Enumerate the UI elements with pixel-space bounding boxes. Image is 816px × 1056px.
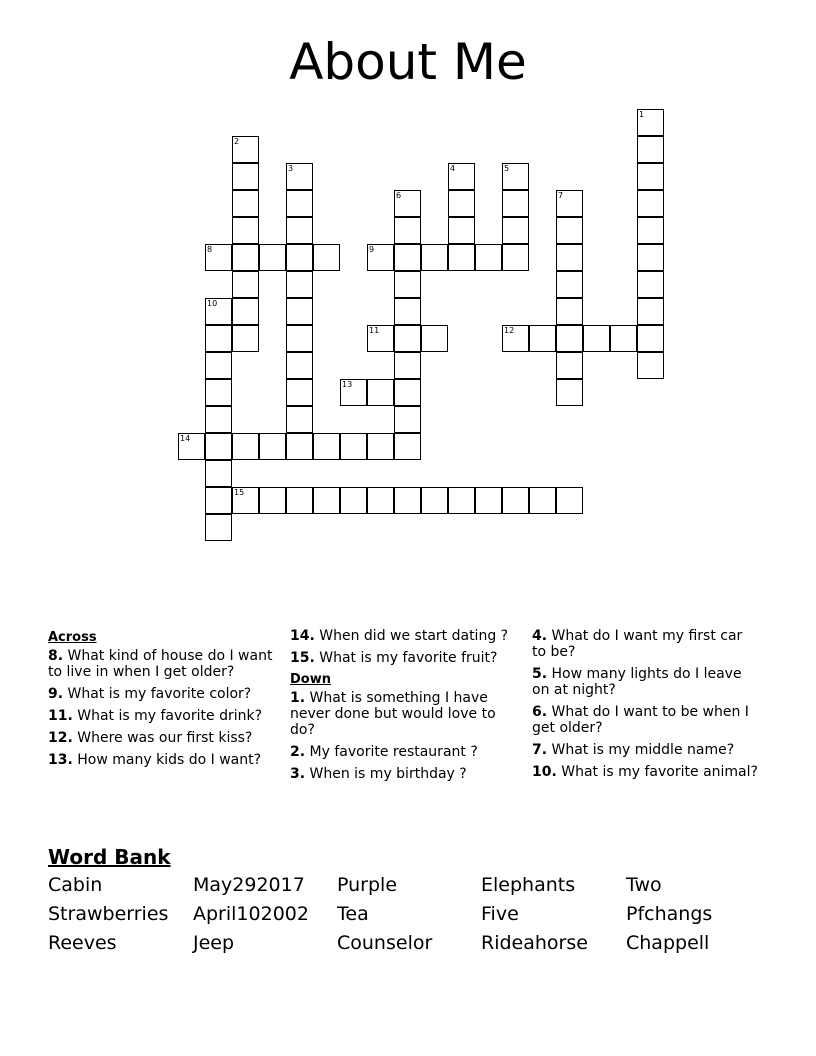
grid-cell[interactable]: [637, 244, 664, 271]
clue-text: What is my favorite fruit?: [319, 650, 498, 666]
grid-cell[interactable]: [394, 379, 421, 406]
grid-cell[interactable]: [232, 298, 259, 325]
grid-cell[interactable]: [637, 190, 664, 217]
grid-cell[interactable]: [394, 325, 421, 352]
grid-cell[interactable]: [232, 136, 259, 163]
word-bank-item: Tea: [337, 903, 369, 925]
grid-cell[interactable]: [205, 406, 232, 433]
grid-cell[interactable]: [367, 487, 394, 514]
clue-across-9[interactable]: [48, 686, 276, 702]
grid-cell[interactable]: [394, 433, 421, 460]
word-bank-item: Cabin: [48, 874, 103, 896]
grid-cell[interactable]: [394, 190, 421, 217]
clue-down-4[interactable]: [532, 628, 760, 660]
grid-cell[interactable]: [556, 190, 583, 217]
word-bank-item: Rideahorse: [481, 932, 588, 954]
clue-down-3[interactable]: [290, 766, 518, 782]
cell-number: 14: [180, 434, 191, 443]
grid-cell[interactable]: [205, 433, 232, 460]
word-bank-item: Chappell: [626, 932, 710, 954]
grid-cell[interactable]: [232, 487, 259, 514]
grid-cell[interactable]: [205, 244, 232, 271]
grid-cell[interactable]: [232, 271, 259, 298]
clue-number: 8.: [48, 648, 64, 664]
grid-cell[interactable]: [286, 487, 313, 514]
clue-text: What is my middle name?: [551, 742, 735, 758]
grid-cell[interactable]: [475, 244, 502, 271]
word-bank-item: Counselor: [337, 932, 433, 954]
grid-cell[interactable]: [448, 190, 475, 217]
grid-cell[interactable]: [232, 325, 259, 352]
grid-cell[interactable]: [556, 298, 583, 325]
cell-number: 8: [207, 245, 213, 254]
clue-text: What is my favorite animal?: [561, 764, 758, 780]
grid-cell[interactable]: [637, 298, 664, 325]
cell-number: 13: [342, 380, 353, 389]
grid-cell[interactable]: [448, 487, 475, 514]
clue-text: How many lights do I leave on at night?: [532, 666, 742, 698]
grid-cell[interactable]: [232, 163, 259, 190]
clue-text: What is something I have never done but would love to do?: [290, 690, 496, 738]
grid-cell[interactable]: [448, 217, 475, 244]
grid-cell[interactable]: [286, 433, 313, 460]
grid-cell[interactable]: [205, 325, 232, 352]
grid-cell[interactable]: [502, 244, 529, 271]
grid-cell[interactable]: [556, 217, 583, 244]
clue-across-8[interactable]: [48, 648, 276, 680]
clue-text: What do I want my first car to be?: [532, 628, 743, 660]
clue-text: What kind of house do I want to live in when I get older?: [48, 648, 273, 680]
grid-cell[interactable]: [529, 487, 556, 514]
word-bank-item: Pfchangs: [626, 903, 713, 925]
clue-down-2[interactable]: [290, 744, 518, 760]
grid-cell[interactable]: [583, 325, 610, 352]
clue-column-1: [48, 628, 276, 774]
cell-number: 11: [369, 326, 380, 335]
grid-cell[interactable]: [394, 487, 421, 514]
grid-cell[interactable]: [205, 298, 232, 325]
grid-cell[interactable]: [259, 487, 286, 514]
grid-cell[interactable]: [556, 271, 583, 298]
clue-column-2: [290, 628, 518, 788]
word-bank-item: Two: [626, 874, 662, 896]
grid-cell[interactable]: [286, 217, 313, 244]
grid-cell[interactable]: [394, 406, 421, 433]
grid-cell[interactable]: [259, 433, 286, 460]
cell-number: 7: [558, 191, 564, 200]
grid-cell[interactable]: [286, 379, 313, 406]
grid-cell[interactable]: [178, 433, 205, 460]
grid-cell[interactable]: [637, 217, 664, 244]
clue-down-10[interactable]: [532, 764, 760, 780]
grid-cell[interactable]: [313, 433, 340, 460]
grid-cell[interactable]: [232, 190, 259, 217]
grid-cell[interactable]: [286, 406, 313, 433]
grid-cell[interactable]: [394, 271, 421, 298]
grid-cell[interactable]: [286, 352, 313, 379]
grid-cell[interactable]: [232, 433, 259, 460]
grid-cell[interactable]: [421, 325, 448, 352]
down-heading: Down: [290, 672, 331, 687]
grid-cell[interactable]: [286, 163, 313, 190]
cell-number: 12: [504, 326, 515, 335]
clue-number: 7.: [532, 742, 548, 758]
grid-cell[interactable]: [556, 244, 583, 271]
puzzle-title: About Me: [289, 33, 527, 91]
clue-text: What do I want to be when I get older?: [532, 704, 749, 736]
clue-text: My favorite restaurant ?: [309, 744, 478, 760]
grid-cell[interactable]: [475, 487, 502, 514]
grid-cell[interactable]: [421, 487, 448, 514]
clue-across-12[interactable]: [48, 730, 276, 746]
clue-number: 14.: [290, 628, 315, 644]
grid-cell[interactable]: [394, 352, 421, 379]
grid-cell[interactable]: [286, 325, 313, 352]
grid-cell[interactable]: [637, 325, 664, 352]
grid-cell[interactable]: [340, 379, 367, 406]
cell-number: 6: [396, 191, 402, 200]
grid-cell[interactable]: [394, 298, 421, 325]
grid-cell[interactable]: [313, 487, 340, 514]
word-bank-item: May292017: [193, 874, 305, 896]
word-bank-item: Purple: [337, 874, 398, 896]
clue-number: 2.: [290, 744, 306, 760]
cell-number: 10: [207, 299, 218, 308]
clue-column-3: [532, 628, 760, 786]
cell-number: 4: [450, 164, 456, 173]
grid-cell[interactable]: [448, 163, 475, 190]
grid-cell[interactable]: [232, 217, 259, 244]
grid-cell[interactable]: [637, 136, 664, 163]
clue-number: 13.: [48, 752, 73, 768]
grid-cell[interactable]: [286, 271, 313, 298]
grid-cell[interactable]: [205, 379, 232, 406]
grid-cell[interactable]: [502, 325, 529, 352]
grid-cell[interactable]: [205, 487, 232, 514]
grid-cell[interactable]: [502, 487, 529, 514]
word-bank-title: Word Bank: [48, 845, 171, 869]
clue-text: What is my favorite drink?: [77, 708, 263, 724]
grid-cell[interactable]: [205, 514, 232, 541]
grid-cell[interactable]: [637, 163, 664, 190]
clue-number: 12.: [48, 730, 73, 746]
clue-number: 4.: [532, 628, 548, 644]
clue-text: How many kids do I want?: [77, 752, 262, 768]
grid-cell[interactable]: [502, 163, 529, 190]
word-bank-item: Strawberries: [48, 903, 169, 925]
grid-cell[interactable]: [610, 325, 637, 352]
grid-cell[interactable]: [556, 352, 583, 379]
word-bank-item: April102002: [193, 903, 309, 925]
grid-cell[interactable]: [259, 244, 286, 271]
word-bank-item: Jeep: [193, 932, 235, 954]
word-bank-item: Five: [481, 903, 519, 925]
grid-cell[interactable]: [529, 325, 556, 352]
clue-text: When did we start dating ?: [319, 628, 509, 644]
clue-across-14[interactable]: [290, 628, 518, 644]
clue-number: 15.: [290, 650, 315, 666]
grid-cell[interactable]: [394, 244, 421, 271]
grid-cell[interactable]: [421, 244, 448, 271]
grid-cell[interactable]: [556, 487, 583, 514]
cell-number: 9: [369, 245, 375, 254]
cell-number: 15: [234, 488, 245, 497]
grid-cell[interactable]: [232, 244, 259, 271]
clue-across-13[interactable]: [48, 752, 276, 768]
clue-number: 10.: [532, 764, 557, 780]
clue-number: 11.: [48, 708, 73, 724]
clue-text: When is my birthday ?: [309, 766, 467, 782]
grid-cell[interactable]: [340, 433, 367, 460]
grid-cell[interactable]: [502, 217, 529, 244]
grid-cell[interactable]: [286, 298, 313, 325]
word-bank: [48, 872, 788, 957]
clue-text: What is my favorite color?: [67, 686, 252, 702]
clue-across-11[interactable]: [48, 708, 276, 724]
grid-cell[interactable]: [313, 244, 340, 271]
cell-number: 1: [639, 110, 645, 119]
cell-number: 3: [288, 164, 294, 173]
grid-cell[interactable]: [556, 325, 583, 352]
clue-number: 6.: [532, 704, 548, 720]
grid-cell[interactable]: [367, 433, 394, 460]
grid-cell[interactable]: [367, 244, 394, 271]
clue-across-15[interactable]: [290, 650, 518, 666]
clue-number: 3.: [290, 766, 306, 782]
clue-number: 9.: [48, 686, 64, 702]
grid-cell[interactable]: [637, 352, 664, 379]
clue-down-1[interactable]: [290, 690, 518, 738]
word-bank-item: Elephants: [481, 874, 576, 896]
grid-cell[interactable]: [637, 271, 664, 298]
cell-number: 2: [234, 137, 240, 146]
clue-down-5[interactable]: [532, 666, 760, 698]
across-heading: Across: [48, 630, 97, 645]
clue-down-6[interactable]: [532, 704, 760, 736]
word-bank-item: Reeves: [48, 932, 117, 954]
clue-down-7[interactable]: [532, 742, 760, 758]
grid-cell[interactable]: [394, 217, 421, 244]
grid-cell[interactable]: [286, 244, 313, 271]
grid-cell[interactable]: [637, 109, 664, 136]
grid-cell[interactable]: [556, 379, 583, 406]
grid-cell[interactable]: [367, 379, 394, 406]
grid-cell[interactable]: [448, 244, 475, 271]
clue-number: 5.: [532, 666, 548, 682]
clue-text: Where was our first kiss?: [77, 730, 253, 746]
clue-number: 1.: [290, 690, 306, 706]
grid-cell[interactable]: [502, 190, 529, 217]
grid-cell[interactable]: [205, 352, 232, 379]
grid-cell[interactable]: [286, 190, 313, 217]
cell-number: 5: [504, 164, 510, 173]
grid-cell[interactable]: [340, 487, 367, 514]
grid-cell[interactable]: [205, 460, 232, 487]
grid-cell[interactable]: [367, 325, 394, 352]
